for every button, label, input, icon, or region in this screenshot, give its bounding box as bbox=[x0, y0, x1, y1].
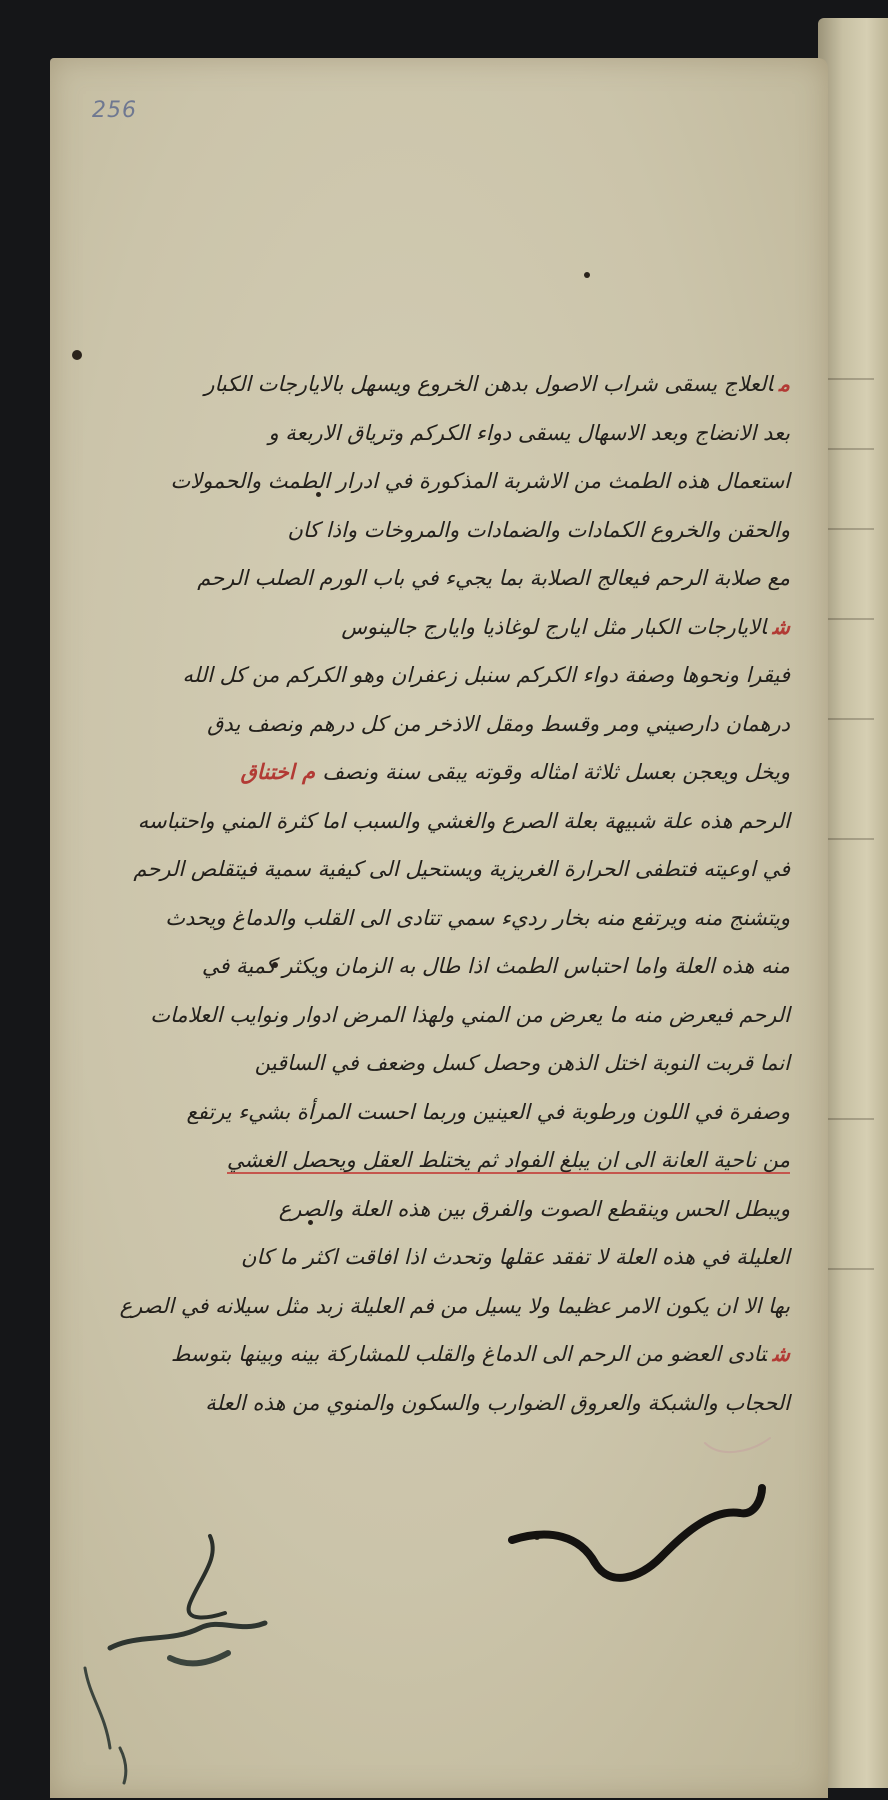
ink-strokes bbox=[50, 58, 828, 1798]
rubric-marker: ش bbox=[772, 613, 790, 639]
line-text: ويخل ويعجن بعسل ثلاثة امثاله وقوته يبقى سنة ونصف bbox=[322, 760, 790, 784]
rubric-marker: ش bbox=[772, 1341, 790, 1366]
line-text: العليلة في هذه العلة لا تفقد عقلها وتحدث اذا افاقت اكثر ما كان bbox=[241, 1245, 790, 1269]
line-text: تادى العضو من الرحم الى الدماغ والقلب للمشاركة بينه وبينها بتوسط bbox=[170, 1342, 767, 1366]
line-text: مع صلابة الرحم فيعالج الصلابة بما يجيء في باب الورم الصلب الرحم bbox=[197, 566, 790, 590]
line-text: ويبطل الحس وينقطع الصوت والفرق بين هذه العلة والصرع bbox=[278, 1196, 790, 1221]
line-text: بعد الانضاج وبعد الاسهال يسقى دواء الكركم وترياق الاربعة و bbox=[268, 420, 790, 445]
line-text: من ناحية العانة الى ان يبلغ الفواد ثم يختلط العقل ويحصل الغشي bbox=[226, 1148, 790, 1172]
facing-page-edge bbox=[818, 18, 888, 1788]
line-text: انما قربت النوبة اختل الذهن وحصل كسل وضعف في الساقين bbox=[254, 1051, 790, 1075]
line-text: منه هذه العلة واما احتباس الطمث اذا طال به الزمان ويكثر كمية في bbox=[201, 954, 790, 978]
line-text: ويتشنج منه ويرتفع منه بخار رديء سمي تتادى الى القلب والدماغ ويحدث bbox=[165, 905, 790, 930]
line-text: الحجاب والشبكة والعروق الضوارب والسكون والمنوي من هذه العلة bbox=[205, 1390, 790, 1415]
line-text: في اوعيته فتطفى الحرارة الغريزية ويستحيل الى كيفية سمية فيتقلص الرحم bbox=[133, 857, 790, 881]
rubric-marker: م bbox=[778, 371, 790, 396]
line-text: بها الا ان يكون الامر عظيما ولا يسيل من فم العليلة زبد مثل سيلانه في الصرع bbox=[119, 1293, 790, 1318]
line-text: الرحم هذه علة شبيهة بعلة الصرع والغشي والسبب اما كثرة المني واحتباسه bbox=[137, 808, 790, 833]
manuscript-folio bbox=[50, 58, 828, 1798]
line-text: وصفرة في اللون ورطوبة في العينين وربما احست المرأة بشيء يرتفع bbox=[186, 1099, 790, 1124]
folio-number: 256 bbox=[92, 98, 137, 123]
line-text: والحقن والخروع الكمادات والضمادات والمروخات واذا كان bbox=[287, 517, 790, 542]
line-text: العلاج يسقى شراب الاصول بدهن الخروع ويسهل بالايارجات الكبار bbox=[204, 372, 773, 396]
line-text: استعمال هذه الطمث من الاشربة المذكورة في ادرار الطمث والحمولات bbox=[170, 469, 790, 493]
line-text: درهمان دارصيني ومر وقسط ومقل الاذخر من كل درهم ونصف يدق bbox=[207, 711, 790, 736]
line-text: فيقرا ونحوها وصفة دواء الكركم سنبل زعفران وهو الكركم من كل الله bbox=[182, 663, 790, 687]
line-text: الرحم فيعرض منه ما يعرض من المني ولهذا المرض ادوار ونوايب العلامات bbox=[150, 1002, 790, 1027]
line-text: الايارجات الكبار مثل ايارج لوغاذيا وايارج جالينوس bbox=[341, 614, 767, 639]
rubric-heading: م اختناق bbox=[240, 759, 323, 784]
